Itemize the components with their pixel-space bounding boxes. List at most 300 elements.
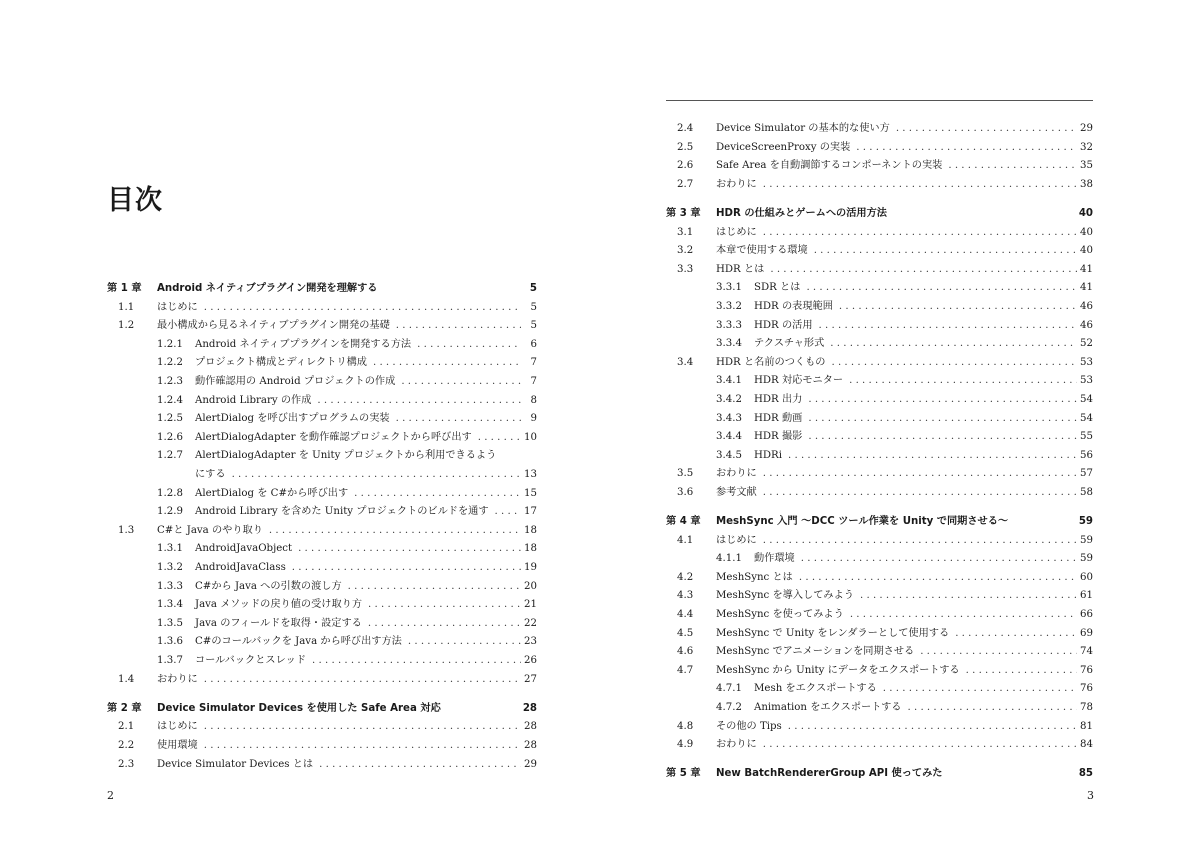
toc-entry-number: 4.7 [677, 664, 694, 676]
toc-leader-dots [802, 428, 1077, 446]
toc-entry-page: 59 [1080, 553, 1093, 565]
toc-entry-page: 53 [1080, 375, 1093, 387]
toc-entry-body [716, 606, 1093, 624]
toc-entry-body [716, 513, 1093, 531]
toc-entry-page: 32 [1080, 141, 1093, 153]
toc-entry-label: MeshSync 入門 〜DCC ツール作業を Unity で同期させる〜 [716, 516, 1009, 527]
toc-heading: 目次 [107, 185, 163, 216]
toc-entry-label: HDR 動画 [754, 412, 803, 424]
toc-entry-body [716, 205, 1093, 223]
toc-entry-subsection[interactable] [666, 391, 1093, 409]
toc-entry-body [195, 578, 537, 596]
toc-entry-label: HDR の仕組みとゲームへの活用方法 [716, 207, 887, 219]
toc-entry-number: 3.4.2 [716, 393, 742, 405]
toc-leader-dots [802, 391, 1077, 409]
toc-entry-label: 最小構成から見るネイティブプラグイン開発の基礎 [157, 320, 390, 332]
toc-leader-dots [757, 176, 1077, 194]
toc-entry-label: HDR の活用 [754, 319, 813, 331]
toc-entry-page: 35 [1080, 160, 1093, 172]
toc-entry-number: 1.2.4 [157, 394, 183, 406]
toc-leader-dots [782, 718, 1077, 736]
toc-leader-dots [757, 736, 1077, 754]
toc-entry-chapter[interactable] [666, 205, 1093, 223]
toc-entry-body [157, 317, 537, 335]
toc-leader-dots [843, 372, 1077, 390]
toc-entry-continuation[interactable] [107, 466, 537, 484]
toc-entry-page: 7 [530, 357, 537, 369]
toc-entry-page: 40 [1078, 207, 1093, 219]
toc-entry-chapter[interactable] [107, 280, 537, 298]
toc-entry-section[interactable] [666, 662, 1093, 680]
toc-entry-page: 5 [530, 320, 537, 332]
toc-leader-dots [198, 737, 521, 755]
toc-entry-number: 4.1 [677, 534, 694, 546]
toc-entry-subsection[interactable] [666, 550, 1093, 568]
toc-entry-page: 40 [1080, 226, 1093, 238]
toc-entry-body [754, 410, 1093, 428]
toc-entry-number: 3.3.4 [716, 338, 742, 350]
toc-entry-label: おわりに [716, 739, 757, 751]
toc-entry-subsection[interactable] [107, 596, 537, 614]
toc-entry-number: 1.3.3 [157, 580, 183, 592]
toc-entry-body [716, 120, 1093, 138]
toc-entry-section[interactable] [666, 465, 1093, 483]
toc-entry-subsection[interactable] [107, 540, 537, 558]
toc-entry-subsection[interactable] [107, 652, 537, 670]
toc-entry-page: 15 [524, 487, 537, 499]
toc-entry-body [195, 392, 537, 410]
toc-entry-subsection[interactable] [107, 633, 537, 651]
toc-entry-number: 1.2 [118, 320, 135, 332]
toc-entry-section[interactable] [666, 242, 1093, 260]
toc-entry-number: 第 3 章 [666, 207, 701, 219]
toc-entry-page: 60 [1080, 571, 1093, 583]
toc-entry-body [716, 261, 1093, 279]
toc-entry-body [157, 756, 537, 774]
toc-entry-page: 28 [524, 739, 537, 751]
toc-entry-page: 85 [1078, 768, 1093, 780]
toc-leader-dots [757, 532, 1077, 550]
toc-leader-dots [226, 466, 521, 484]
toc-entry-body [716, 736, 1093, 754]
toc-entry-number: 1.3.6 [157, 636, 183, 648]
toc-entry-subsection[interactable] [107, 410, 537, 428]
toc-leader-dots [793, 569, 1077, 587]
toc-entry-section[interactable] [666, 354, 1093, 372]
toc-entry-page: 18 [524, 524, 537, 536]
toc-entry-subsection[interactable] [107, 503, 537, 521]
toc-entry-number: 1.2.6 [157, 431, 183, 443]
toc-entry-label: 本章で使用する環境 [716, 245, 808, 257]
toc-leader-dots [782, 447, 1077, 465]
toc-entry-page: 29 [524, 758, 537, 770]
toc-entry-body [716, 643, 1093, 661]
toc-entry-label: MeshSync で Unity をレンダラーとして使用する [716, 627, 950, 639]
toc-entry-body [754, 428, 1093, 446]
toc-entry-number: 1.2.5 [157, 413, 183, 425]
toc-entry-label: その他の Tips [716, 720, 782, 732]
toc-entry-page: 84 [1080, 739, 1093, 751]
toc-leader-dots [960, 662, 1077, 680]
toc-entry-section[interactable] [107, 718, 537, 736]
toc-leader-dots [854, 587, 1077, 605]
toc-entry-number: 1.3.5 [157, 617, 183, 629]
toc-entry-section[interactable] [666, 587, 1093, 605]
toc-entry-number: 1.2.2 [157, 357, 183, 369]
toc-entry-label: おわりに [716, 468, 757, 480]
toc-entry-number: 1.2.1 [157, 338, 183, 350]
toc-entry-number: 3.1 [677, 226, 694, 238]
toc-leader-dots [802, 410, 1077, 428]
toc-entry-section[interactable] [666, 224, 1093, 242]
toc-entry-page: 28 [524, 721, 537, 733]
toc-leader-dots [395, 373, 521, 391]
toc-entry-number: 2.1 [118, 721, 135, 733]
toc-entry-label: おわりに [157, 673, 198, 685]
toc-entry-page: 23 [524, 636, 537, 648]
toc-entry-body [157, 718, 537, 736]
toc-entry-label: 使用環境 [157, 739, 198, 751]
toc-entry-body [716, 532, 1093, 550]
toc-leader-dots [942, 157, 1077, 175]
toc-entry-subsection[interactable] [107, 578, 537, 596]
toc-leader-dots [808, 242, 1077, 260]
toc-entry-body [716, 587, 1093, 605]
toc-leader-dots [824, 335, 1077, 353]
toc-entry-label: MeshSync でアニメーションを同期させる [716, 646, 915, 658]
toc-entry-label: Mesh をエクスポートする [754, 683, 877, 695]
toc-entry-label: SDR とは [754, 282, 801, 294]
toc-entry-number: 1.3.7 [157, 655, 183, 666]
toc-entry-number: 1.4 [118, 673, 135, 685]
toc-entry-body [157, 299, 537, 317]
toc-entry-body [754, 680, 1093, 698]
toc-entry-section[interactable] [107, 737, 537, 755]
toc-leader-dots [402, 633, 521, 651]
toc-entry-chapter[interactable] [666, 513, 1093, 531]
toc-entry-page: 9 [530, 413, 537, 425]
toc-entry-page: 7 [530, 376, 537, 387]
toc-entry-page: 13 [524, 469, 537, 480]
toc-entry-label: Android ネイティブプラグイン開発を理解する [157, 283, 378, 294]
toc-entry-label: MeshSync を使ってみよう [716, 609, 844, 620]
toc-entry-label: Animation をエクスポートする [754, 702, 902, 713]
toc-leader-dots [901, 699, 1077, 717]
toc-entry-number: 4.3 [677, 590, 694, 602]
toc-entry-body [195, 633, 537, 651]
page-number-right: 3 [1087, 789, 1094, 802]
toc-entry-label: はじめに [716, 534, 757, 546]
toc-leader-dots [292, 540, 521, 558]
toc-leader-dots [757, 484, 1077, 502]
toc-entry-body [716, 484, 1093, 502]
toc-entry-subsection[interactable] [107, 373, 537, 391]
toc-entry-subsection[interactable] [666, 699, 1093, 717]
toc-entry-number: 4.7.1 [716, 683, 742, 695]
toc-entry-label: HDR と名前のつくもの [716, 356, 826, 368]
toc-entry-label: Safe Area を自動調節するコンポーネントの実装 [716, 160, 943, 172]
toc-entry-page: 27 [524, 673, 537, 685]
toc-entry-page: 58 [1080, 486, 1093, 498]
toc-entry-page: 8 [530, 394, 537, 406]
toc-entry-page: 54 [1080, 393, 1093, 405]
toc-entry-subsection[interactable] [107, 447, 537, 465]
toc-entry-number: 1.1 [118, 301, 135, 313]
toc-entry-label: MeshSync から Unity にデータをエクスポートする [716, 664, 960, 676]
toc-entry-page: 76 [1080, 664, 1093, 676]
toc-entry-page: 29 [1080, 123, 1093, 134]
toc-leader-dots [411, 336, 521, 354]
toc-entry-body [716, 354, 1093, 372]
toc-leader-dots [833, 298, 1077, 316]
toc-entry-body [754, 447, 1093, 465]
toc-leader-dots [764, 261, 1077, 279]
toc-leader-dots [348, 485, 521, 503]
toc-entry-body [716, 625, 1093, 643]
toc-leader-dots [795, 550, 1077, 568]
toc-entry-subsection[interactable] [666, 428, 1093, 446]
toc-entry-body [195, 354, 537, 372]
toc-entry-subsection[interactable] [107, 429, 537, 447]
toc-entry-label: テクスチャ形式 [754, 338, 825, 350]
toc-entry-page: 38 [1080, 178, 1093, 190]
toc-leader-dots [813, 317, 1077, 335]
toc-entry-body [157, 280, 537, 298]
toc-entry-page: 41 [1080, 282, 1093, 294]
toc-entry-number: 4.7.2 [716, 702, 742, 713]
toc-entry-body [754, 372, 1093, 390]
toc-entry-number: 4.6 [677, 646, 694, 658]
toc-entry-page: 59 [1078, 516, 1093, 527]
toc-entry-body [195, 652, 537, 670]
toc-entry-subsection[interactable] [666, 317, 1093, 335]
toc-entry-number: 3.3.2 [716, 300, 742, 312]
toc-entry-number: 第 5 章 [666, 768, 701, 780]
toc-entry-label: AlertDialog を呼び出すプログラムの実装 [195, 413, 390, 425]
toc-leader-dots [489, 503, 521, 521]
toc-entry-number: 第 4 章 [666, 516, 701, 527]
toc-entry-subsection[interactable] [107, 559, 537, 577]
toc-entry-number: 第 1 章 [107, 283, 142, 294]
toc-entry-page: 57 [1080, 468, 1093, 480]
toc-entry-section[interactable] [666, 736, 1093, 754]
toc-entry-number: 1.3 [118, 524, 135, 536]
toc-entry-subsection[interactable] [107, 392, 537, 410]
toc-entry-label: Java メソッドの戻り値の受け取り方 [195, 599, 363, 611]
toc-entry-page: 53 [1080, 356, 1093, 368]
toc-entry-body [195, 336, 537, 354]
toc-entry-section[interactable] [666, 139, 1093, 157]
toc-entry-page: 18 [524, 543, 537, 555]
toc-entry-body [716, 465, 1093, 483]
toc-leader-dots [850, 139, 1077, 157]
toc-entry-label: C#と Java のやり取り [157, 524, 263, 536]
toc-entry-number: 4.2 [677, 571, 694, 583]
toc-entry-label: プロジェクト構成とディレクトリ構成 [195, 357, 367, 369]
toc-entry-body [157, 700, 537, 718]
toc-entry-section[interactable] [666, 484, 1093, 502]
toc-entry-body [195, 429, 537, 447]
toc-leader-dots [914, 643, 1077, 661]
toc-entry-body [716, 765, 1093, 783]
toc-entry-number: 3.6 [677, 486, 694, 498]
toc-entry-number: 2.6 [677, 160, 694, 172]
toc-entry-number: 4.4 [677, 609, 694, 620]
toc-entry-label: C#のコールバックを Java から呼び出す方法 [195, 636, 402, 648]
toc-entry-body [754, 298, 1093, 316]
toc-entry-number: 3.5 [677, 468, 694, 480]
toc-leader-dots [844, 606, 1077, 624]
toc-entry-chapter[interactable] [666, 765, 1093, 783]
toc-leader-dots [390, 317, 521, 335]
toc-entry-page: 69 [1080, 627, 1093, 639]
toc-entry-section[interactable] [107, 522, 537, 540]
toc-entry-subsection[interactable] [107, 336, 537, 354]
toc-entry-body [195, 559, 537, 577]
toc-leader-dots [890, 120, 1077, 138]
toc-entry-label: HDR とは [716, 263, 765, 275]
toc-entry-section[interactable] [666, 120, 1093, 138]
toc-entry-body [157, 671, 537, 689]
toc-entry-number: 4.9 [677, 739, 694, 751]
toc-leader-dots [362, 615, 521, 633]
toc-entry-section[interactable] [666, 606, 1093, 624]
toc-entry-number: 4.1.1 [716, 553, 742, 565]
toc-entry-number: 1.3.4 [157, 599, 183, 611]
toc-entry-body [754, 335, 1093, 353]
toc-entry-label: MeshSync を導入してみよう [716, 590, 854, 602]
toc-entry-page: 26 [524, 655, 537, 666]
toc-entry-body [716, 139, 1093, 157]
toc-leader-dots [825, 354, 1077, 372]
toc-entry-section[interactable] [666, 261, 1093, 279]
toc-entry-number: 4.8 [677, 720, 694, 732]
toc-entry-number: 1.2.9 [157, 506, 183, 518]
toc-entry-section[interactable] [666, 625, 1093, 643]
toc-entry-body [195, 503, 537, 521]
toc-entry-body [195, 596, 537, 614]
toc-entry-subsection[interactable] [107, 354, 537, 372]
toc-entry-page: 54 [1080, 412, 1093, 424]
toc-entry-label: Android Library を含めた Unity プロジェクトのビルドを通す [195, 506, 489, 518]
toc-entry-label: Device Simulator Devices とは [157, 758, 314, 770]
toc-entry-page: 78 [1080, 702, 1093, 713]
toc-entry-chapter[interactable] [107, 700, 537, 718]
toc-entry-number: 3.4 [677, 356, 694, 368]
toc-entry-number: 1.3.1 [157, 543, 183, 555]
toc-entry-label: HDR 対応モニター [754, 375, 844, 387]
toc-entry-section[interactable] [666, 176, 1093, 194]
toc-entry-subsection[interactable] [666, 279, 1093, 297]
toc-entry-subsection[interactable] [666, 680, 1093, 698]
toc-entry-page: 17 [524, 506, 537, 518]
toc-entry-page: 55 [1080, 431, 1093, 443]
toc-leader-dots [390, 410, 521, 428]
toc-leader-dots [757, 465, 1077, 483]
toc-entry-subsection[interactable] [666, 410, 1093, 428]
toc-entry-subsection[interactable] [666, 372, 1093, 390]
toc-entry-body [157, 737, 537, 755]
toc-entry-body [716, 569, 1093, 587]
toc-entry-label: はじめに [716, 226, 757, 238]
toc-entry-label: Java のフィールドを取得・設定する [195, 617, 362, 629]
toc-leader-dots [198, 718, 521, 736]
toc-entry-subsection[interactable] [666, 447, 1093, 465]
toc-leader-dots [311, 392, 521, 410]
toc-entry-number: 1.2.7 [157, 450, 183, 462]
toc-entry-number: 1.2.3 [157, 376, 183, 387]
toc-entry-body [195, 540, 537, 558]
toc-entry-label: Device Simulator の基本的な使い方 [716, 123, 890, 134]
toc-entry-body [195, 447, 537, 465]
toc-leader-dots [263, 522, 521, 540]
toc-entry-number: 3.4.4 [716, 431, 742, 443]
toc-entry-label: AndroidJavaClass [195, 562, 286, 573]
toc-entry-body [157, 522, 537, 540]
toc-entry-section[interactable] [666, 643, 1093, 661]
toc-entry-page: 76 [1080, 683, 1093, 695]
toc-entry-section[interactable] [107, 671, 537, 689]
toc-entry-label: 動作確認用の Android プロジェクトの作成 [195, 376, 396, 387]
toc-leader-dots [313, 756, 521, 774]
toc-leader-dots [367, 354, 521, 372]
toc-entry-label: HDR 出力 [754, 393, 803, 405]
toc-entry-body [195, 485, 537, 503]
toc-entry-subsection[interactable] [107, 485, 537, 503]
toc-entry-section[interactable] [666, 157, 1093, 175]
toc-entry-page: 28 [522, 702, 537, 714]
toc-entry-section[interactable] [107, 756, 537, 774]
toc-entry-body [716, 224, 1093, 242]
toc-entry-section[interactable] [666, 569, 1093, 587]
toc-entry-section[interactable] [107, 317, 537, 335]
toc-entry-page: 5 [530, 301, 537, 313]
toc-entry-page: 46 [1080, 319, 1093, 331]
toc-entry-body [716, 176, 1093, 194]
toc-entry-page: 20 [524, 580, 537, 592]
toc-entry-body [195, 410, 537, 428]
toc-entry-body [716, 157, 1093, 175]
toc-entry-page: 19 [524, 562, 537, 573]
toc-entry-label: はじめに [157, 301, 198, 313]
toc-leader-dots [198, 299, 521, 317]
toc-entry-number: 2.4 [677, 123, 694, 134]
toc-entry-page: 74 [1080, 646, 1093, 658]
toc-entry-subsection[interactable] [107, 615, 537, 633]
toc-entry-number: 4.5 [677, 627, 694, 639]
toc-entry-number: 2.5 [677, 141, 694, 153]
toc-entry-section[interactable] [666, 532, 1093, 550]
toc-entry-section[interactable] [107, 299, 537, 317]
toc-entry-number: 1.3.2 [157, 562, 183, 573]
toc-entry-section[interactable] [666, 718, 1093, 736]
toc-entry-number: 3.3 [677, 263, 694, 275]
toc-entry-label: C#から Java への引数の渡し方 [195, 580, 342, 592]
toc-entry-body [754, 550, 1093, 568]
toc-entry-subsection[interactable] [666, 335, 1093, 353]
toc-entry-subsection[interactable] [666, 298, 1093, 316]
toc-entry-label: HDRi [754, 449, 782, 461]
toc-leader-dots [800, 279, 1077, 297]
toc-entry-page: 46 [1080, 300, 1093, 312]
toc-entry-body [754, 317, 1093, 335]
toc-entry-number: 3.3.1 [716, 282, 742, 294]
page-number-left: 2 [107, 789, 114, 802]
toc-entry-page: 52 [1080, 338, 1093, 350]
toc-entry-body [716, 242, 1093, 260]
toc-leader-dots [472, 429, 521, 447]
toc-entry-page: 41 [1080, 263, 1093, 275]
